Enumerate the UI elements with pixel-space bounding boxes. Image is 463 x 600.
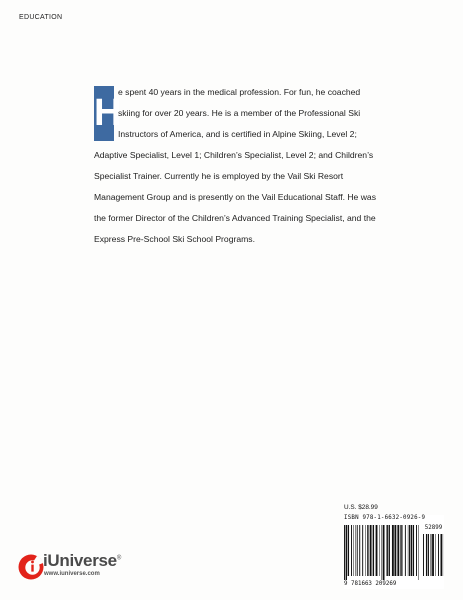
addon-bars (423, 534, 444, 580)
ean-digits: 9 781663 209269 (344, 581, 397, 587)
bio-text: e spent 40 years in the medical profession. For fun, he coached skiing for over 20 years. He is a member of the Professional Ski Instructors of America, and is certified in Alpine Skiing, Level 2; Adaptive Specialist, Level 1; Children’s Specialist, Level 2; and Children’s Specialist Trainer. Currently he is employed by the Vail Ski Resort Management Group and is presently on the Vail Educational Staff. He was the former Director of the Children’s Advanced Training Specialist, and the Express Pre-School Ski School Programs. (94, 87, 377, 244)
publisher-url: www.iuniverse.com (44, 571, 100, 577)
addon-digits: 52899 (424, 525, 443, 531)
barcode-bars (344, 525, 420, 580)
author-bio (94, 82, 384, 250)
publisher-name: iUniverse® (43, 551, 121, 570)
drop-cap: H (94, 86, 114, 141)
price-label: U.S. $28.99 (344, 504, 378, 511)
barcode-block (344, 504, 444, 589)
category-label: EDUCATION (19, 14, 63, 21)
isbn-label: ISBN 978-1-6632-0926-9 (344, 515, 426, 521)
barcode-box (344, 515, 444, 589)
publisher-logo (17, 552, 147, 582)
